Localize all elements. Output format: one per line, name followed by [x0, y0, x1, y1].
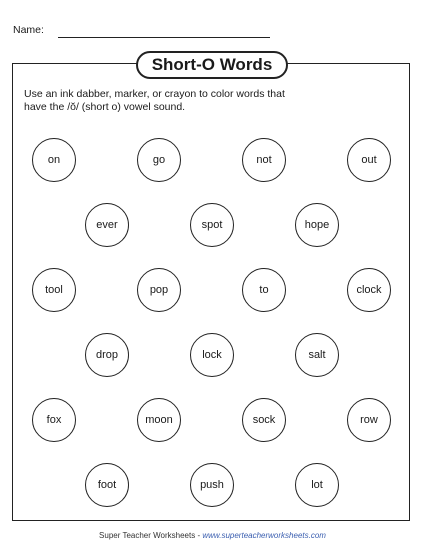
word-circle[interactable]: lock	[190, 333, 234, 377]
word-circle[interactable]: spot	[190, 203, 234, 247]
word-circle[interactable]: salt	[295, 333, 339, 377]
instructions-line-1: Use an ink dabber, marker, or crayon to color words that	[24, 88, 285, 100]
worksheet-title: Short-O Words	[136, 51, 288, 79]
word-circle[interactable]: go	[137, 138, 181, 182]
word-circle[interactable]: tool	[32, 268, 76, 312]
footer	[0, 531, 425, 540]
word-circle[interactable]: ever	[85, 203, 129, 247]
word-circle[interactable]: on	[32, 138, 76, 182]
word-circle[interactable]: lot	[295, 463, 339, 507]
word-circle[interactable]: sock	[242, 398, 286, 442]
instructions-line-2: have the /ŏ/ (short o) vowel sound.	[24, 101, 186, 113]
word-circle[interactable]: moon	[137, 398, 181, 442]
word-circle[interactable]: drop	[85, 333, 129, 377]
word-circle[interactable]: hope	[295, 203, 339, 247]
name-label: Name:	[13, 24, 44, 36]
word-circle[interactable]: push	[190, 463, 234, 507]
word-circle[interactable]: to	[242, 268, 286, 312]
word-circle[interactable]: fox	[32, 398, 76, 442]
footer-separator: -	[195, 531, 203, 540]
word-circle[interactable]: row	[347, 398, 391, 442]
word-circle[interactable]: not	[242, 138, 286, 182]
word-circle[interactable]: out	[347, 138, 391, 182]
word-circle[interactable]: clock	[347, 268, 391, 312]
name-field-line[interactable]	[58, 37, 270, 38]
instructions	[24, 88, 364, 114]
word-circle[interactable]: pop	[137, 268, 181, 312]
footer-brand: Super Teacher Worksheets	[99, 531, 196, 540]
footer-link[interactable]: www.superteacherworksheets.com	[202, 531, 326, 540]
word-circle[interactable]: foot	[85, 463, 129, 507]
